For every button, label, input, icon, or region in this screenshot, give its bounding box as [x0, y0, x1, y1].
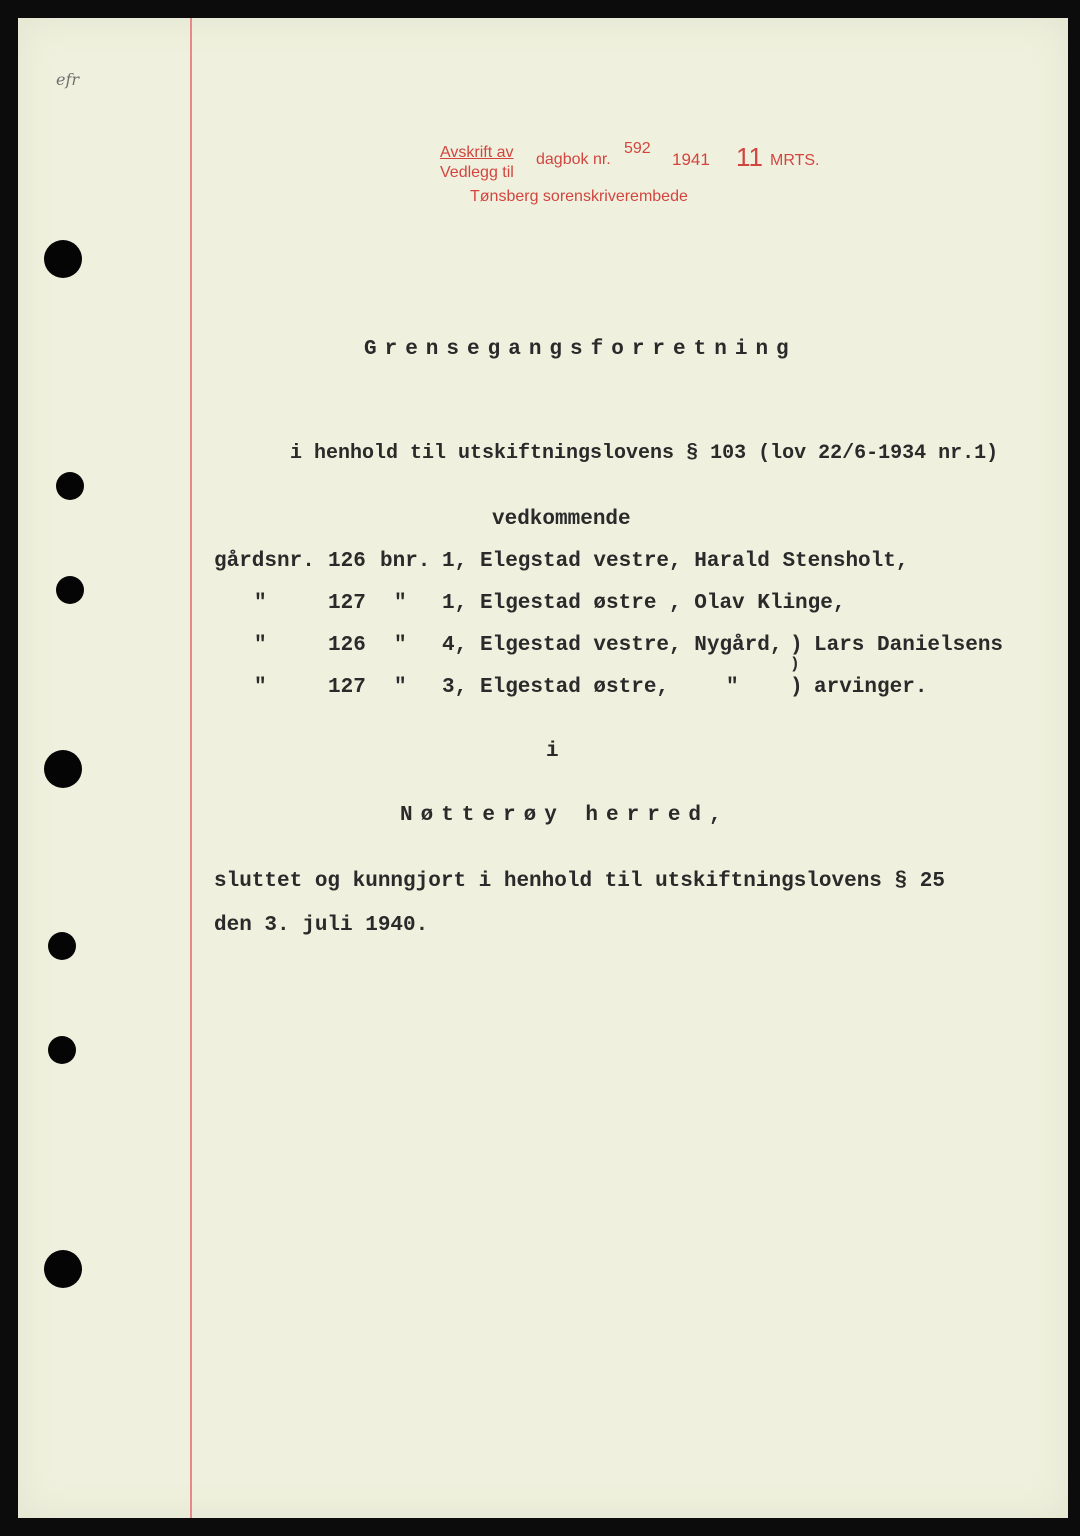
vedkommende-label: vedkommende — [492, 508, 631, 531]
row-gnr: 126 — [328, 550, 366, 573]
stamp-year: 1941 — [672, 150, 710, 169]
stamp-vedlegg: Vedlegg til — [440, 164, 514, 181]
row-prefix: gårdsnr. — [214, 550, 315, 573]
row-text: Elgestad østre , Olav Klinge, — [480, 592, 846, 615]
row-bnr-label: " — [394, 676, 407, 699]
row-text: Elegstad vestre, Harald Stensholt, — [480, 550, 909, 573]
stamp-date-month: MRTS. — [770, 152, 820, 169]
row-prefix: " — [254, 676, 267, 699]
i-word: i — [546, 740, 559, 763]
row-bnr: 1, — [442, 550, 468, 573]
row-ditto: " — [726, 676, 739, 699]
row-text: Elgestad østre, — [480, 676, 670, 699]
stamp-date-day: 11 — [736, 142, 763, 172]
stamp-avskrift: Avskrift av — [440, 144, 514, 161]
bracket-upper: ) — [790, 634, 803, 657]
punch-hole — [44, 240, 82, 278]
row-gnr: 127 — [328, 676, 366, 699]
closing-line2: den 3. juli 1940. — [214, 914, 429, 937]
row-prefix: " — [254, 592, 267, 615]
stamp-dagbok-number: 592 — [624, 140, 651, 157]
row-bnr: 3, — [442, 676, 468, 699]
document-page — [18, 18, 1068, 1518]
row-prefix: " — [254, 634, 267, 657]
herred-heading: Nøtterøy herred, — [400, 804, 730, 827]
heirs-line2: arvinger. — [814, 676, 928, 699]
punch-hole — [56, 576, 84, 604]
closing-line1: sluttet og kunngjort i henhold til utskiftningslovens § 25 — [214, 870, 945, 893]
stamp-dagbok-label: dagbok nr. — [536, 151, 611, 168]
margin-line — [190, 18, 192, 1518]
row-gnr: 127 — [328, 592, 366, 615]
row-bnr: 1, — [442, 592, 468, 615]
row-bnr-label: " — [394, 634, 407, 657]
punch-hole — [44, 750, 82, 788]
corner-note: efr — [56, 70, 80, 89]
bracket-lower: ) — [790, 676, 803, 699]
punch-hole — [56, 472, 84, 500]
heirs-line1: Lars Danielsens — [814, 634, 1004, 657]
row-bnr-label: bnr. — [380, 550, 431, 573]
stamp-office: Tønsberg sorenskriverembede — [470, 188, 688, 205]
punch-hole — [48, 932, 76, 960]
row-bnr: 4, — [442, 634, 468, 657]
punch-hole — [44, 1250, 82, 1288]
punch-hole — [48, 1036, 76, 1064]
row-gnr: 126 — [328, 634, 366, 657]
document-title: Grensegangsforretning — [364, 338, 797, 361]
bracket-middle: ) — [790, 655, 800, 673]
document-subtitle: i henhold til utskiftningslovens § 103 (lov 22/6-1934 nr.1) — [290, 442, 999, 465]
row-bnr-label: " — [394, 592, 407, 615]
row-text: Elgestad vestre, Nygård, — [480, 634, 783, 657]
